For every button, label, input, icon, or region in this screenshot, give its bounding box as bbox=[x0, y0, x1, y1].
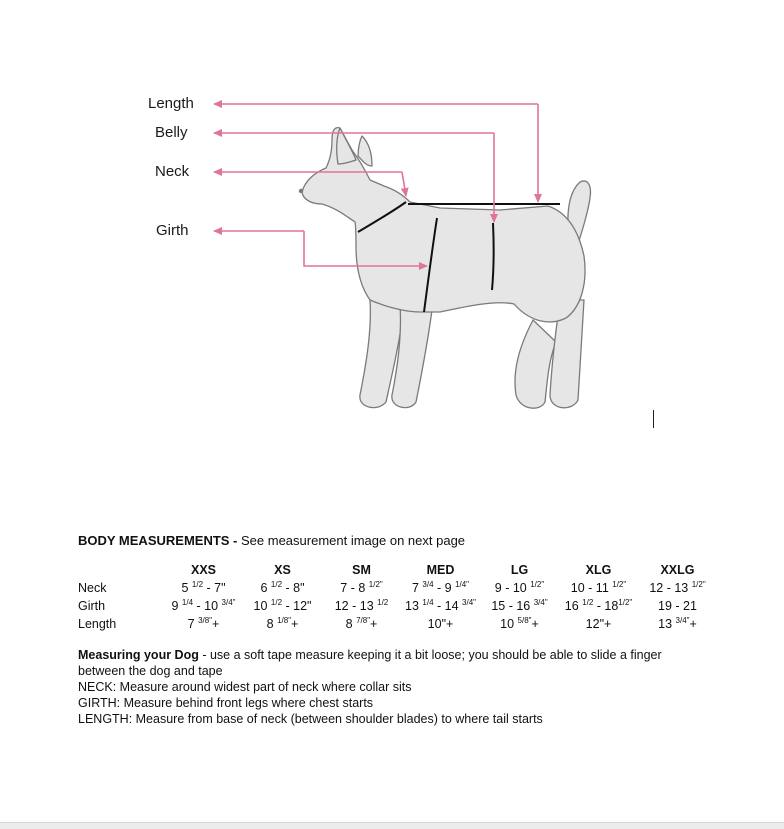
value-text: 13 bbox=[405, 599, 423, 613]
size-row bbox=[78, 579, 717, 597]
fraction-superscript: 7/8" bbox=[356, 616, 371, 625]
size-column-header: XXS bbox=[190, 563, 216, 577]
value-text: 16 bbox=[564, 599, 583, 613]
size-column-header: MED bbox=[426, 563, 455, 577]
size-value-cell bbox=[243, 579, 322, 597]
value-text: + bbox=[370, 617, 378, 631]
size-value-cell bbox=[322, 615, 401, 633]
size-value-cell bbox=[559, 597, 638, 615]
fraction-superscript: 1/4 bbox=[181, 598, 194, 607]
body-measurements-section bbox=[78, 533, 718, 726]
fraction-superscript: 1/2 bbox=[270, 580, 283, 589]
size-value-cell bbox=[164, 597, 243, 615]
value-text: - 12" bbox=[282, 599, 312, 613]
size-row bbox=[78, 597, 717, 615]
value-text: 7 bbox=[411, 581, 423, 595]
size-value-cell bbox=[322, 597, 401, 615]
fraction-superscript: 3/4" bbox=[462, 598, 476, 607]
value-text: - 10 bbox=[193, 599, 222, 613]
belly-label: Belly bbox=[155, 124, 188, 141]
fraction-superscript: 1/4" bbox=[455, 580, 470, 589]
size-value-cell bbox=[559, 579, 638, 597]
value-text: 7 - 8 bbox=[340, 581, 369, 595]
size-value-cell bbox=[480, 615, 559, 633]
neck-label: Neck bbox=[155, 163, 190, 180]
size-value-cell bbox=[480, 579, 559, 597]
size-value-cell bbox=[164, 615, 243, 633]
value-text: - 7" bbox=[203, 581, 226, 595]
size-header-row bbox=[78, 561, 717, 579]
fraction-superscript: 3/4" bbox=[533, 598, 548, 607]
size-value-cell bbox=[480, 597, 559, 615]
value-text: - 9 bbox=[433, 581, 456, 595]
value-text: + bbox=[212, 617, 220, 631]
measuring-intro-bold: Measuring your Dog bbox=[78, 648, 199, 662]
measurements-heading-bold: BODY MEASUREMENTS - bbox=[78, 533, 238, 548]
fraction-superscript: 1/2" bbox=[368, 580, 383, 589]
dog-silhouette bbox=[302, 128, 591, 409]
value-text: 12"+ bbox=[585, 617, 612, 631]
fraction-superscript: 3/4" bbox=[675, 616, 690, 625]
size-value-cell bbox=[559, 615, 638, 633]
value-text: 10"+ bbox=[427, 617, 454, 631]
size-value-cell bbox=[638, 579, 717, 597]
value-text: - 8" bbox=[282, 581, 305, 595]
measuring-instructions bbox=[78, 647, 698, 727]
size-value-cell bbox=[638, 597, 717, 615]
value-text: 10 - 11 bbox=[570, 581, 613, 595]
fraction-superscript: 1/2 bbox=[582, 598, 594, 607]
value-text: - 14 bbox=[433, 599, 463, 613]
size-value-cell bbox=[638, 615, 717, 633]
fraction-superscript: 1/2 bbox=[191, 580, 204, 589]
value-text: 9 - 10 bbox=[494, 581, 531, 595]
fraction-superscript: 1/2" bbox=[618, 598, 633, 607]
size-value-cell bbox=[401, 579, 480, 597]
size-chart-table bbox=[78, 561, 717, 633]
value-text: 15 - 16 bbox=[491, 599, 534, 613]
fraction-superscript: 1/2" bbox=[612, 580, 627, 589]
length-label: Length bbox=[148, 95, 194, 112]
size-column-header: SM bbox=[352, 563, 371, 577]
size-row-label: Neck bbox=[78, 581, 107, 595]
fraction-superscript: 3/4 bbox=[422, 580, 434, 589]
measuring-intro-text: - use a soft tape measure keeping it a bit loose; you should be able to slide a finger between the dog and tape bbox=[78, 648, 662, 678]
value-text: 13 bbox=[658, 617, 676, 631]
size-value-cell bbox=[243, 615, 322, 633]
value-text: - 18 bbox=[593, 599, 619, 613]
size-value-cell bbox=[243, 597, 322, 615]
value-text: + bbox=[689, 617, 697, 631]
size-row bbox=[78, 615, 717, 633]
size-row-label: Girth bbox=[78, 599, 106, 613]
length-instruction: LENGTH: Measure from base of neck (between shoulder blades) to where tail starts bbox=[78, 712, 543, 726]
size-value-cell bbox=[322, 579, 401, 597]
fraction-superscript: 1/2 bbox=[377, 598, 389, 607]
value-text: 10 bbox=[500, 617, 518, 631]
fraction-superscript: 1/8" bbox=[277, 616, 292, 625]
fraction-superscript: 5/8" bbox=[517, 616, 532, 625]
measurements-heading-text: See measurement image on next page bbox=[237, 533, 466, 548]
value-text: 12 - 13 bbox=[334, 599, 378, 613]
value-text: 12 - 13 bbox=[649, 581, 692, 595]
size-row-label: Length bbox=[78, 617, 117, 631]
fraction-superscript: 1/2" bbox=[530, 580, 545, 589]
dog-nose bbox=[299, 189, 303, 193]
size-value-cell bbox=[401, 597, 480, 615]
size-column-header: XS bbox=[274, 563, 291, 577]
fraction-superscript: 1/2 bbox=[270, 598, 283, 607]
measurements-heading bbox=[78, 533, 718, 548]
girth-label: Girth bbox=[156, 222, 189, 239]
value-text: 9 bbox=[171, 599, 182, 613]
size-value-cell bbox=[401, 615, 480, 633]
value-text: 7 bbox=[187, 617, 199, 631]
value-text: 6 bbox=[260, 581, 271, 595]
value-text: 5 bbox=[181, 581, 192, 595]
size-column-header: XLG bbox=[585, 563, 612, 577]
fraction-superscript: 1/2" bbox=[691, 580, 706, 589]
fraction-superscript: 3/4" bbox=[221, 598, 236, 607]
size-column-header: XXLG bbox=[660, 563, 695, 577]
fraction-superscript: 3/8" bbox=[198, 616, 213, 625]
bottom-scrollbar-strip bbox=[0, 822, 784, 829]
neck-arrow-to-dog bbox=[402, 172, 406, 196]
empty-corner-cell bbox=[78, 561, 164, 579]
fraction-superscript: 1/4 bbox=[422, 598, 434, 607]
size-value-cell bbox=[164, 579, 243, 597]
measuring-intro bbox=[78, 647, 698, 679]
value-text: 19 - 21 bbox=[658, 599, 697, 613]
text-cursor bbox=[653, 410, 654, 428]
value-text: 8 bbox=[345, 617, 357, 631]
value-text: + bbox=[291, 617, 299, 631]
value-text: 8 bbox=[266, 617, 278, 631]
girth-instruction: GIRTH: Measure behind front legs where chest starts bbox=[78, 696, 374, 710]
value-text: 10 bbox=[253, 599, 271, 613]
size-column-header: LG bbox=[510, 563, 529, 577]
neck-instruction: NECK: Measure around widest part of neck where collar sits bbox=[78, 680, 412, 694]
value-text: + bbox=[531, 617, 539, 631]
